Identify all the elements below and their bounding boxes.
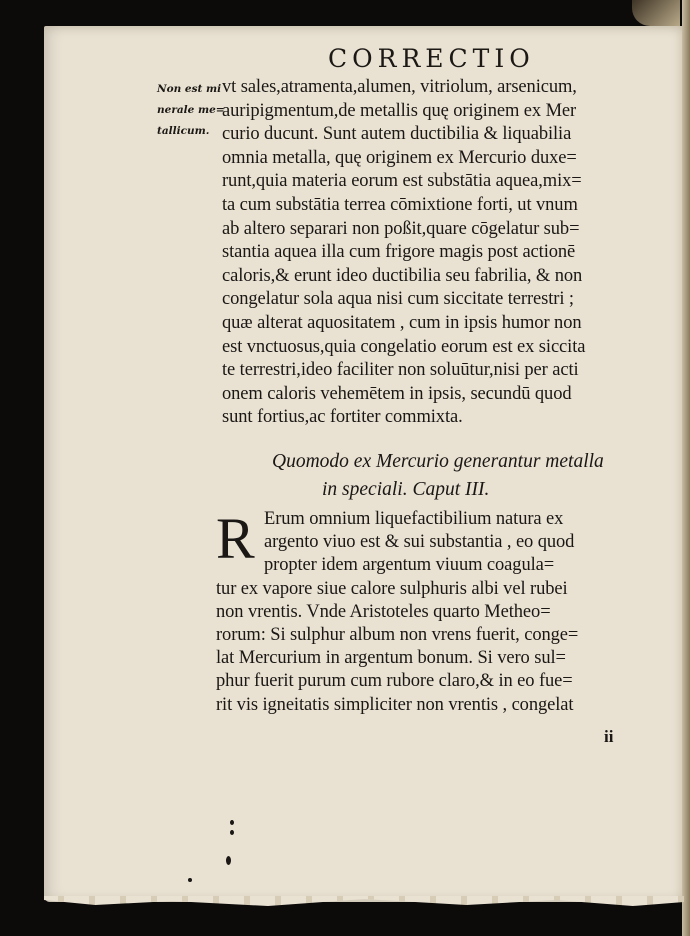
text-line: runt,quia materia eorum est substātia aquea,mix=: [222, 171, 582, 192]
text-line: ab altero separari non poßit,quare cōgelatur sub=: [222, 218, 580, 239]
ink-spot: [226, 856, 231, 865]
text-line: rorum: Si sulphur album non vrens fuerit, conge=: [216, 625, 579, 646]
text-line: curio ducunt. Sunt autem ductibilia & liquabilia: [222, 124, 572, 145]
page-corner-damage: [632, 0, 680, 26]
signature-mark: ii: [604, 727, 614, 746]
text-line: lat Mercurium in argentum bonum. Si vero sul=: [216, 648, 566, 669]
chapter-paragraph: [216, 508, 644, 717]
text-line: Erum omnium liquefactibilium natura ex: [264, 509, 564, 529]
ink-spot: [230, 820, 234, 825]
text-line: stantia aquea illa cum frigore magis post actionē: [222, 242, 576, 263]
text-line: phur fuerit purum cum rubore claro,& in eo fue=: [216, 671, 573, 692]
marginal-note-line: nerale me=: [157, 104, 225, 116]
chapter-heading-line: in speciali. Caput III.: [322, 479, 490, 500]
text-line: quæ alterat aquositatem , cum in ipsis humor non: [222, 312, 582, 333]
marginal-note-line: Non est mi: [157, 83, 222, 95]
text-line: ta cum substātia terrea cōmixtione forti, ut vnum: [222, 194, 578, 215]
text-line: non vrentis. Vnde Aristoteles quarto Metheo=: [216, 601, 551, 622]
drop-cap-initial: R: [216, 506, 255, 571]
text-line: argento viuo est & sui substantia , eo quod: [264, 532, 575, 553]
chapter-heading-line: Quomodo ex Mercurio generantur metalla: [272, 451, 604, 472]
ink-spot: [188, 878, 192, 882]
running-head: CORRECTIO: [328, 44, 535, 73]
text-line: congelatur sola aqua nisi cum siccitate terrestri ;: [222, 289, 574, 310]
marginal-note-line: tallicum.: [157, 125, 210, 137]
main-text-block: [222, 76, 642, 430]
text-line: te terrestri,ideo faciliter non soluūtur,nisi per acti: [222, 360, 579, 381]
ink-spot: [230, 830, 234, 835]
text-line: omnia metalla, quę originem ex Mercurio duxe=: [222, 147, 577, 168]
text-line: onem caloris vehemētem in ipsis, secundū quod: [222, 383, 572, 404]
text-line: tur ex vapore siue calore sulphuris albi vel rubei: [216, 578, 568, 599]
text-line: propter idem argentum viuum coagula=: [264, 555, 555, 576]
text-line: caloris,& erunt ideo ductibilia seu fabrilia, & non: [222, 265, 583, 286]
text-line: est vnctuosus,quia congelatio eorum est ex siccita: [222, 336, 586, 357]
book-edge: [682, 0, 690, 936]
text-line: vt sales,atramenta,alumen, vitriolum, arsenicum,: [222, 77, 577, 97]
text-line: sunt fortius,ac fortiter commixta.: [222, 407, 463, 428]
chapter-heading: [272, 448, 632, 504]
text-line: auripigmentum,de metallis quę originem ex Mer: [222, 100, 577, 121]
text-line: rit vis igneitatis simpliciter non vrentis , congelat: [216, 694, 574, 715]
marginal-note: [157, 79, 227, 142]
